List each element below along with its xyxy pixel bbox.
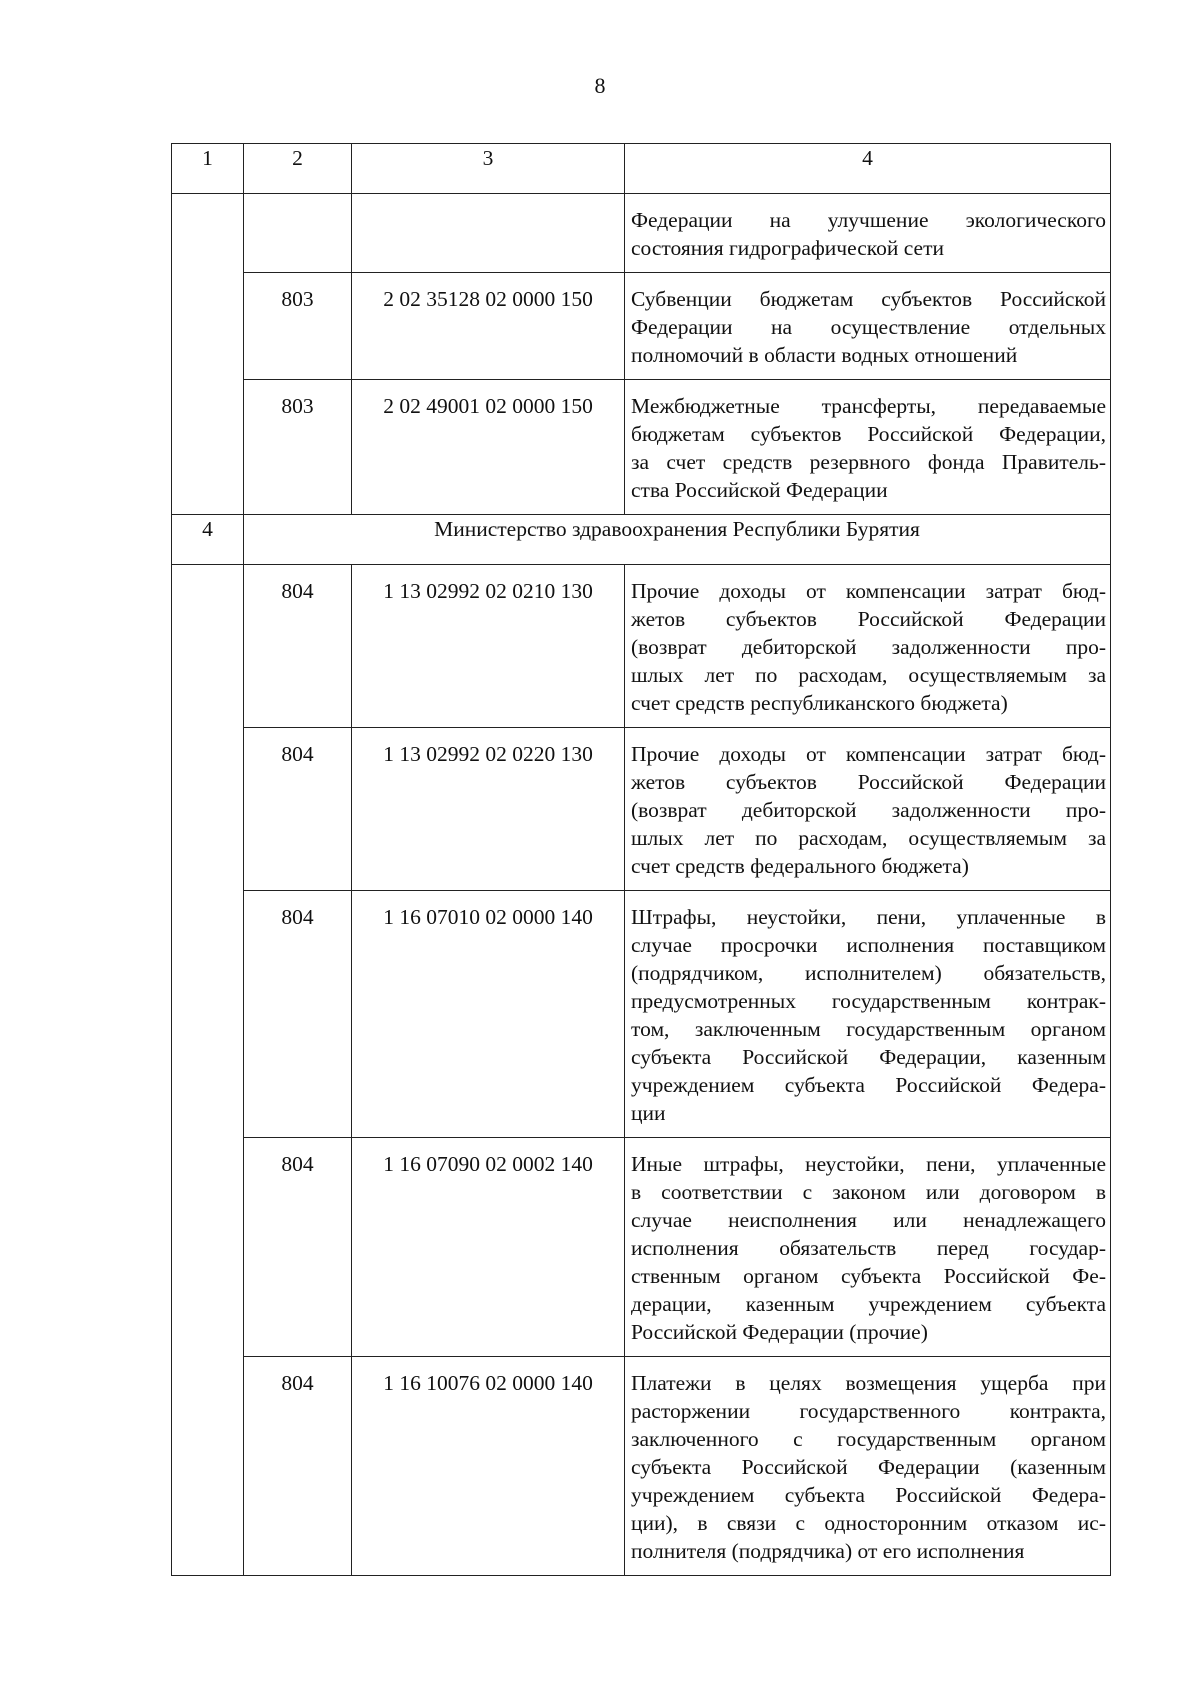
description-line: Субвенции бюджетам субъектов Российской bbox=[631, 287, 1106, 311]
revenue-codes-table bbox=[171, 143, 1111, 1576]
description-line: ции), в связи с односторонним отказом ис- bbox=[631, 1511, 1106, 1535]
row-description bbox=[625, 1138, 1111, 1357]
description-line: состояния гидрографической сети bbox=[631, 236, 944, 260]
description-line: шлых лет по расходам, осуществляемым за bbox=[631, 826, 1106, 850]
description-line: случае неисполнения или ненадлежащего bbox=[631, 1208, 1106, 1232]
description-line: Федерации на улучшение экологического bbox=[631, 208, 1106, 232]
table-header-row bbox=[172, 144, 1111, 194]
header-col-2: 2 bbox=[244, 144, 352, 194]
revenue-code: 1 16 10076 02 0000 140 bbox=[352, 1357, 625, 1576]
description-line: жетов субъектов Российской Федерации bbox=[631, 607, 1106, 631]
description-line: счет средств федерального бюджета) bbox=[631, 854, 969, 878]
table-row bbox=[172, 194, 1111, 273]
description-line: (возврат дебиторской задолженности про- bbox=[631, 635, 1106, 659]
description-line: ства Российской Федерации bbox=[631, 478, 888, 502]
admin-code bbox=[244, 194, 352, 273]
admin-code: 804 bbox=[244, 728, 352, 891]
admin-code: 804 bbox=[244, 1138, 352, 1357]
admin-code: 804 bbox=[244, 1357, 352, 1576]
group-number-cell bbox=[172, 194, 244, 515]
description-line: учреждением субъекта Российской Федера- bbox=[631, 1483, 1106, 1507]
description-line: субъекта Российской Федерации, казенным bbox=[631, 1045, 1106, 1069]
description-line: дерации, казенным учреждением субъекта bbox=[631, 1292, 1106, 1316]
description-line: Иные штрафы, неустойки, пени, уплаченные bbox=[631, 1152, 1106, 1176]
header-col-4: 4 bbox=[625, 144, 1111, 194]
description-line: жетов субъектов Российской Федерации bbox=[631, 770, 1106, 794]
revenue-code: 1 13 02992 02 0210 130 bbox=[352, 565, 625, 728]
admin-code: 803 bbox=[244, 273, 352, 380]
ministry-number: 4 bbox=[172, 515, 244, 565]
description-line: полномочий в области водных отношений bbox=[631, 343, 1018, 367]
description-line: заключенного с государственным органом bbox=[631, 1427, 1106, 1451]
table-row bbox=[172, 380, 1111, 515]
description-line: Прочие доходы от компенсации затрат бюд- bbox=[631, 742, 1106, 766]
header-col-3: 3 bbox=[352, 144, 625, 194]
description-line: Межбюджетные трансферты, передаваемые bbox=[631, 394, 1106, 418]
description-line: субъекта Российской Федерации (казенным bbox=[631, 1455, 1106, 1479]
row-description bbox=[625, 1357, 1111, 1576]
description-line: Прочие доходы от компенсации затрат бюд- bbox=[631, 579, 1106, 603]
description-line: за счет средств резервного фонда Правитель- bbox=[631, 450, 1106, 474]
description-line: счет средств республиканского бюджета) bbox=[631, 691, 1008, 715]
description-line: ции bbox=[631, 1101, 666, 1125]
description-line: Федерации на осуществление отдельных bbox=[631, 315, 1106, 339]
description-line: Штрафы, неустойки, пени, уплаченные в bbox=[631, 905, 1106, 929]
description-line: случае просрочки исполнения поставщиком bbox=[631, 933, 1106, 957]
description-line: исполнения обязательств перед государ- bbox=[631, 1236, 1106, 1260]
description-line: Платежи в целях возмещения ущерба при bbox=[631, 1371, 1106, 1395]
table-row bbox=[172, 1357, 1111, 1576]
page-number: 8 bbox=[594, 73, 606, 98]
revenue-code: 1 16 07010 02 0000 140 bbox=[352, 891, 625, 1138]
row-description bbox=[625, 565, 1111, 728]
table-row bbox=[172, 273, 1111, 380]
table-row bbox=[172, 1138, 1111, 1357]
description-line: полнителя (подрядчика) от его исполнения bbox=[631, 1539, 1025, 1563]
table-row bbox=[172, 728, 1111, 891]
row-description bbox=[625, 273, 1111, 380]
row-description bbox=[625, 380, 1111, 515]
description-line: бюджетам субъектов Российской Федерации, bbox=[631, 422, 1106, 446]
row-description bbox=[625, 194, 1111, 273]
admin-code: 803 bbox=[244, 380, 352, 515]
description-line: шлых лет по расходам, осуществляемым за bbox=[631, 663, 1106, 687]
description-line: в соответствии с законом или договором в bbox=[631, 1180, 1106, 1204]
description-line: том, заключенным государственным органом bbox=[631, 1017, 1106, 1041]
description-line: (подрядчиком, исполнителем) обязательств, bbox=[631, 961, 1106, 985]
revenue-code bbox=[352, 194, 625, 273]
table-row bbox=[172, 891, 1111, 1138]
revenue-code: 2 02 35128 02 0000 150 bbox=[352, 273, 625, 380]
row-description bbox=[625, 728, 1111, 891]
description-line: Российской Федерации (прочие) bbox=[631, 1320, 928, 1344]
table-row bbox=[172, 565, 1111, 728]
ministry-row bbox=[172, 515, 1111, 565]
header-col-1: 1 bbox=[172, 144, 244, 194]
description-line: предусмотренных государственным контрак- bbox=[631, 989, 1106, 1013]
description-line: учреждением субъекта Российской Федера- bbox=[631, 1073, 1106, 1097]
description-line: ственным органом субъекта Российской Фе- bbox=[631, 1264, 1106, 1288]
group-number-cell bbox=[172, 565, 244, 1576]
admin-code: 804 bbox=[244, 891, 352, 1138]
revenue-code: 1 16 07090 02 0002 140 bbox=[352, 1138, 625, 1357]
description-line: (возврат дебиторской задолженности про- bbox=[631, 798, 1106, 822]
description-line: расторжении государственного контракта, bbox=[631, 1399, 1106, 1423]
row-description bbox=[625, 891, 1111, 1138]
revenue-code: 2 02 49001 02 0000 150 bbox=[352, 380, 625, 515]
revenue-code: 1 13 02992 02 0220 130 bbox=[352, 728, 625, 891]
ministry-name: Министерство здравоохранения Республики Бурятия bbox=[244, 515, 1111, 565]
admin-code: 804 bbox=[244, 565, 352, 728]
